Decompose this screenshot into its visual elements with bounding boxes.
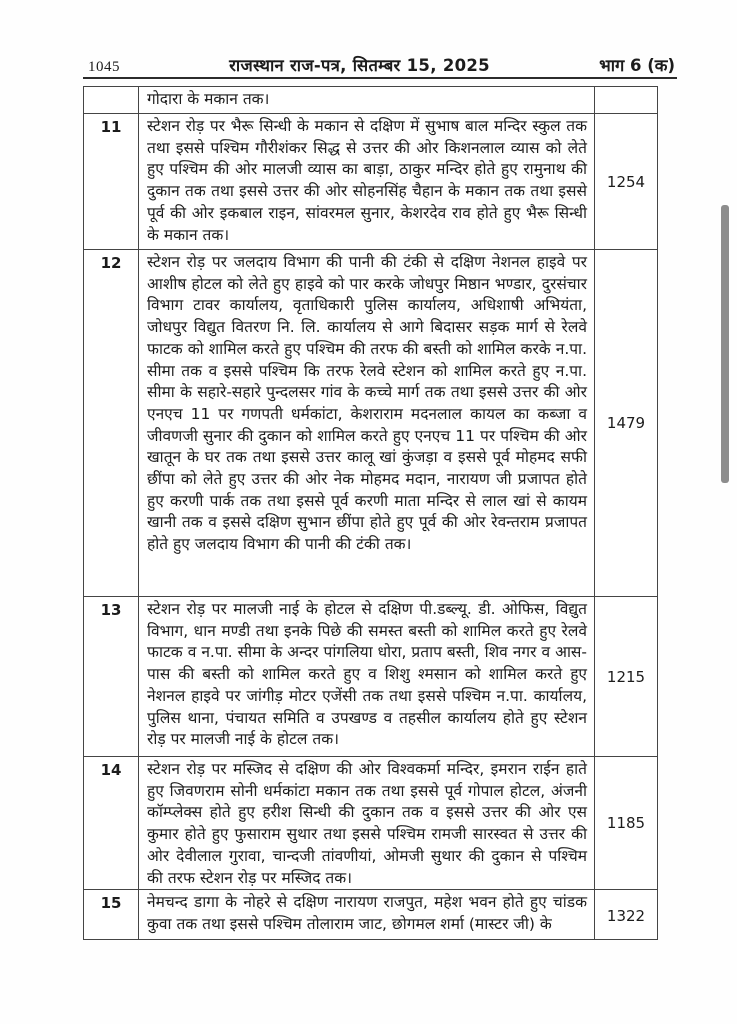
table-row bbox=[84, 756, 657, 889]
value-cell: 1254 bbox=[606, 172, 646, 191]
table-row bbox=[84, 87, 657, 113]
serial-cell: 14 bbox=[100, 761, 122, 779]
description-cell: स्टेशन रोड़ पर भैरू सिन्धी के मकान से दक्षिण में सुभाष बाल मन्दिर स्कुल तक तथा इससे पश्चिम गौरीशंकर सिद्ध से उत्तर की ओर किशनलाल व्यास को लेते हुए पश्चिम की ओर मालजी व्यास का बाड़ा, ठाकुर मन्दिर होते हुए रामुनाथ की दुकान तक तथा इससे उत्तर की ओर सोहनसिंह चैहान के मकान तक तथा इससे पूर्व की ओर इकबाल राइन, सांवरमल सुनार, केशरदेव राव होते हुए भैरू सिन्धी के मकान तक। bbox=[138, 114, 595, 249]
value-cell: 1215 bbox=[606, 667, 646, 686]
table-row bbox=[84, 249, 657, 596]
table-row bbox=[84, 113, 657, 249]
page-number: 1045 bbox=[88, 59, 120, 75]
gazette-part-label: भाग 6 (क) bbox=[599, 56, 675, 75]
running-header bbox=[83, 54, 677, 79]
description-cell: स्टेशन रोड़ पर मालजी नाई के होटल से दक्षिण पी.डब्ल्यू. डी. ओफिस, विद्युत विभाग, धान मण्डी तथा इनके पिछे की समस्त बस्ती को शामिल करते हुए रेलवे फाटक व न.पा. सीमा के अन्दर पांगलिया धोरा, प्रताप बस्ती, शिव नगर व आस-पास की बस्ती को शामिल करते हुए व शिशु श्मसान को शामिल करते हुए नेशनल हाइवे पर जांगीड़ मोटर एजेंसी तक तथा इससे पश्चिम न.पा. कार्यालय, पुलिस थाना, पंचायत समिति व उपखण्ड व तहसील कार्यालय होते हुए स्टेशन रोड़ पर मालजी नाई के होटल तक। bbox=[138, 597, 595, 756]
description-cell: नेमचन्द डागा के नोहरे से दक्षिण नारायण राजपुत, महेश भवन होते हुए चांडक कुवा तक तथा इससे पश्चिम तोलाराम जाट, छोगमल शर्मा (मास्टर जी) के bbox=[138, 890, 595, 940]
table-row bbox=[84, 889, 657, 940]
description-cell: स्टेशन रोड़ पर जलदाय विभाग की पानी की टंकी से दक्षिण नेशनल हाइवे पर आशीष होटल को लेते हुए हाइवे को पार करके जोधपुर मिष्ठान भण्डार, दुरसंचार विभाग टावर कार्यालय, वृताधिकारी पुलिस कार्यालय, अधिशाषी अभियंता, जोधपुर विद्युत वितरण नि. लि. कार्यालय से आगे बिदासर सड़क मार्ग से रेलवे फाटक को शामिल करते हुए पश्चिम की तरफ की बस्ती को शामिल करके न.पा. सीमा तक व इससे पश्चिम कि तरफ रेलवे स्टेशन को शामिल करते हुए न.पा. सीमा के सहारे-सहारे पुन्दलसर गांव के कच्चे मार्ग तक तथा इससे उत्तर की ओर एनएच 11 पर गणपती धर्मकांटा, केशराराम मदनलाल कायल का कब्जा व जीवणजी सुनार की दुकान को शामिल करते हुए एनएच 11 पर पश्चिम की ओर खातून के घर तक तथा इससे उत्तर कालू खां कुंजड़ा व इससे पूर्व मोहमद सफी छींपा को लेते हुए उत्तर की ओर नेक मोहमद मदान, नारायण जी प्रजापत होते हुए करणी पार्क तक तथा इससे पूर्व करणी माता मन्दिर से लाल खां से कायम खानी तक व इससे दक्षिण सुभान छींपा होते हुए पूर्व की ओर रेवन्तराम प्रजापत होते हुए जलदाय विभाग की पानी की टंकी तक। bbox=[138, 250, 595, 596]
boundary-description-table bbox=[83, 86, 658, 940]
serial-cell: 12 bbox=[100, 254, 122, 272]
description-cell: स्टेशन रोड़ पर मस्जिद से दक्षिण की ओर विश्वकर्मा मन्दिर, इमरान राईन हाते हुए जिवणराम सोनी धर्मकांटा मकान तक तथा इससे पूर्व गोपाल होटल, अंजनी कॉम्प्लेक्स होते हुए हरीश सिन्धी की दुकान तक व इससे उत्तर की ओर एस कुमार होते हुए फुसाराम सुथार तथा इससे पश्चिम रामजी सारस्वत से उत्तर की ओर देवीलाल गुरावा, चान्दजी तांवणीयां, ओमजी सुथार की दुकान से पश्चिम की तरफ स्टेशन रोड़ पर मस्जिद तक। bbox=[138, 757, 595, 889]
serial-cell: 11 bbox=[100, 118, 122, 136]
serial-cell bbox=[84, 87, 138, 113]
value-cell bbox=[595, 87, 657, 113]
description-cell: गोदारा के मकान तक। bbox=[138, 87, 595, 113]
value-cell: 1322 bbox=[606, 906, 646, 925]
value-cell: 1479 bbox=[606, 414, 646, 432]
table-row bbox=[84, 596, 657, 756]
serial-cell: 13 bbox=[100, 601, 122, 619]
serial-cell: 15 bbox=[100, 894, 122, 912]
value-cell: 1185 bbox=[606, 814, 646, 832]
scan-artifact-bar bbox=[721, 205, 729, 483]
gazette-title: राजस्थान राज-पत्र, सितम्बर 15, 2025 bbox=[229, 56, 490, 75]
